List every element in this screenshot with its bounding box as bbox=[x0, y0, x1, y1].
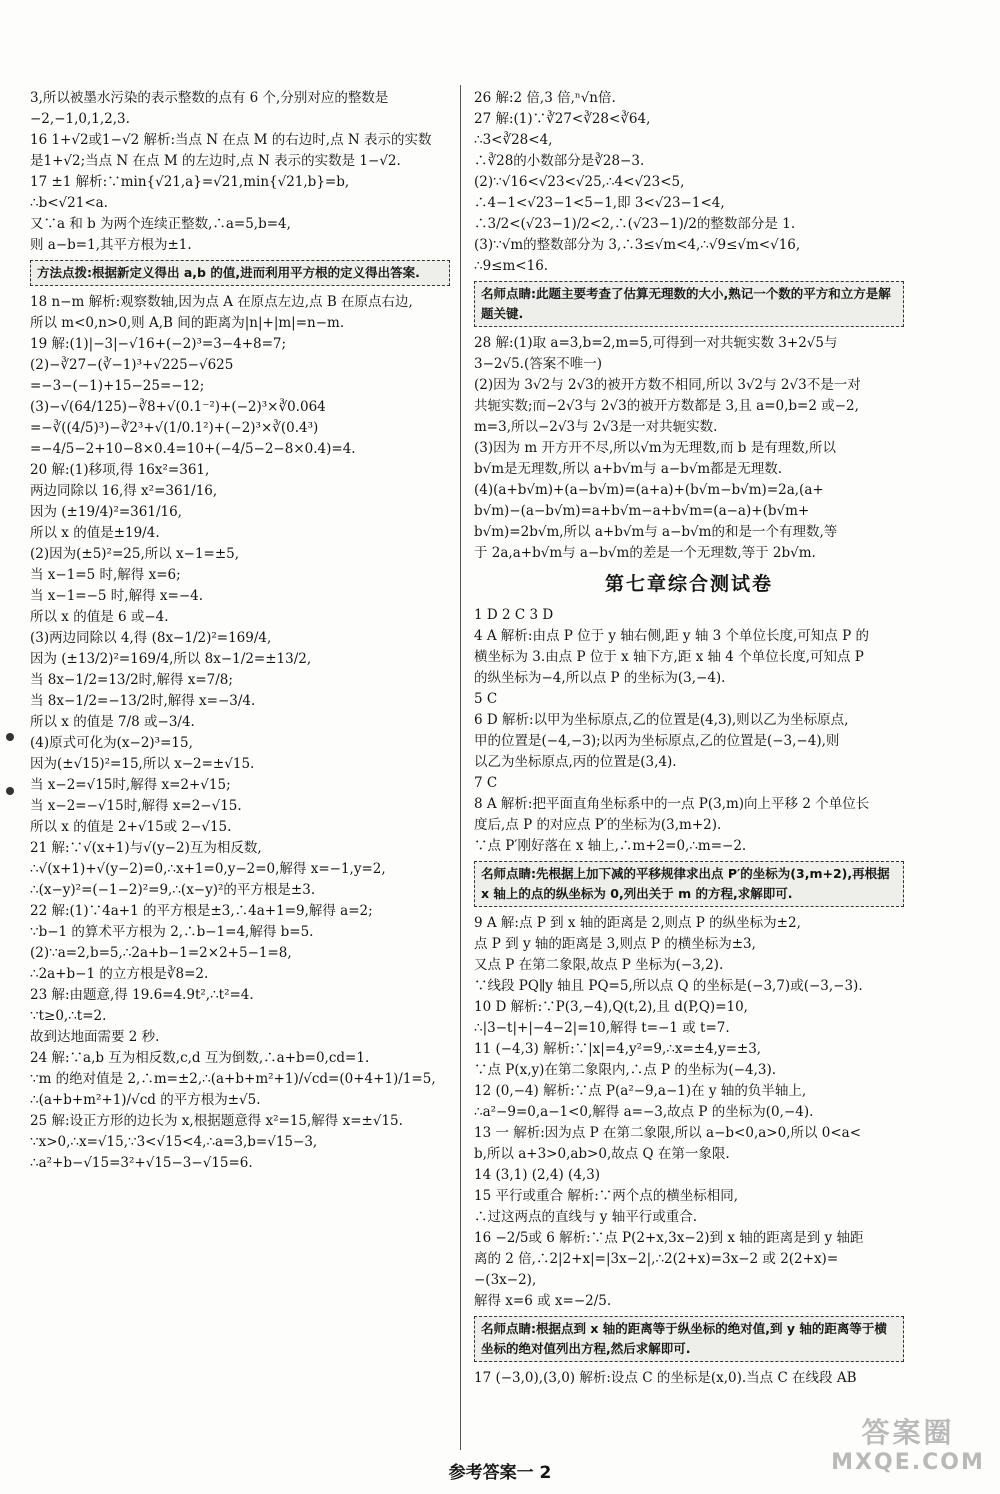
answer-line: 因为 (±13/2)²=169/4,所以 8x−1/2=±13/2, bbox=[30, 651, 312, 667]
answer-line: 度后,点 P 的对应点 P′的坐标为(3,m+2). bbox=[474, 817, 722, 833]
answer-line: 当 x−2=√15时,解得 x=2+√15; bbox=[30, 777, 231, 793]
answer-line: 15 平行或重合 解析:∵两个点的横坐标相同, bbox=[474, 1188, 739, 1204]
left-column bbox=[30, 88, 450, 1174]
tip-box-27 bbox=[474, 281, 904, 327]
answers-26-27 bbox=[474, 88, 904, 277]
answer-line: 12 (0,−4) 解析:∵点 P(a²−9,a−1)在 y 轴的负半轴上, bbox=[474, 1083, 807, 1099]
answer-line: 3−2√5.(答案不唯一) bbox=[474, 356, 603, 372]
answer-line: =−4/5−2+10−8×0.4=10+(−4/5−2−8×0.4)=4. bbox=[30, 441, 356, 457]
answer-line: 7 C bbox=[474, 775, 498, 791]
answer-line: 的纵坐标为−4,所以点 P 的坐标为(3,−4). bbox=[474, 670, 726, 686]
answer-line: 甲的位置是(−4,−3);以丙为坐标原点,乙的位置是(−3,−4),则 bbox=[474, 733, 840, 749]
answer-line: ∴4−1<√23−1<5−1,即 3<√23−1<4, bbox=[474, 195, 725, 211]
answer-line: 所以 m<0,n>0,则 A,B 间的距离为|n|+|m|=n−m. bbox=[30, 315, 345, 331]
site-watermark bbox=[828, 1416, 988, 1486]
answer-line: 16 −2/5或 6 解析:∵点 P(2+x,3x−2)到 x 轴的距离是到 y 轴距 bbox=[474, 1230, 864, 1246]
answer-line: 9 A 解:点 P 到 x 轴的距离是 2,则点 P 的纵坐标为±2, bbox=[474, 915, 801, 931]
answer-line: 16 1+√2或1−√2 解析:当点 N 在点 M 的右边时,点 N 表示的实数 bbox=[30, 132, 432, 148]
answer-line: ∴过这两点的直线与 y 轴平行或重合. bbox=[474, 1209, 698, 1225]
answer-line: 19 解:(1)|−3|−√16+(−2)³=3−4+8=7; bbox=[30, 336, 287, 352]
answer-line: 23 解:由题意,得 19.6=4.9t²,∴t²=4. bbox=[30, 987, 254, 1003]
answer-line: (2)∵√16<√23<√25,∴4<√23<5, bbox=[474, 174, 685, 190]
answer-line: (2)因为(±5)²=25,所以 x−1=±5, bbox=[30, 546, 240, 562]
answer-line: 离的 2 倍,∴2|2+x|=|3x−2|,∴2(2+x)=3x−2 或 2(2+x)= bbox=[474, 1251, 839, 1267]
answer-line: ∴√(x+1)+√(y−2)=0,∴x+1=0,y−2=0,解得 x=−1,y=2, bbox=[30, 861, 386, 877]
answer-line: (3)两边同除以 4,得 (8x−1/2)²=169/4, bbox=[30, 630, 272, 646]
answer-line: (3)−√(64/125)−∛8+√(0.1⁻²)+(−2)³×∛0.064 bbox=[30, 399, 326, 415]
answer-line: ∵线段 PQ∥y 轴且 PQ=5,所以点 Q 的坐标是(−3,7)或(−3,−3). bbox=[474, 978, 863, 994]
tip-text: 名师点睛:根据点到 x 轴的距离等于纵坐标的绝对值,到 y 轴的距离等于横坐标的绝对值列出方程,然后求解即可. bbox=[481, 1321, 887, 1356]
answer-line: ∵点 P(x,y)在第二象限内,∴点 P 的坐标为(−4,3). bbox=[474, 1062, 777, 1078]
answer-line: 1 D 2 C 3 D bbox=[474, 607, 554, 623]
answer-line: −(3x−2), bbox=[474, 1272, 537, 1288]
watermark-logo-icon: 答案圈 bbox=[861, 1416, 955, 1449]
watermark-text: MXQE.COM bbox=[831, 1450, 985, 1475]
tip-text: 名师点睛:此题主要考查了估算无理数的大小,熟记一个数的平方和立方是解题关键. bbox=[481, 286, 891, 321]
answer-line: =−3−(−1)+15−25=−12; bbox=[30, 378, 205, 394]
answer-line: 所以 x 的值是±19/4. bbox=[30, 525, 160, 541]
chapter7-answers-1-8 bbox=[474, 605, 904, 857]
answer-line: ∴a²−9=0,a−1<0,解得 a=−3,故点 P 的坐标为(0,−4). bbox=[474, 1104, 814, 1120]
answer-line: 17 (−3,0),(3,0) 解析:设点 C 的坐标是(x,0).当点 C 在线段 AB bbox=[474, 1370, 857, 1386]
answer-line: 则 a−b=1,其平方根为±1. bbox=[30, 237, 192, 253]
answer-line: −2,−1,0,1,2,3. bbox=[30, 111, 130, 127]
ink-smudge bbox=[6, 733, 14, 741]
answer-line: ∴3/2<(√23−1)/2<2,∴(√23−1)/2的整数部分是 1. bbox=[474, 216, 796, 232]
answer-line: 11 (−4,3) 解析:∵|x|=4,y²=9,∴x=±4,y=±3, bbox=[474, 1041, 762, 1057]
answer-line: b√m)=2b√m,所以 a+b√m与 a−b√m的和是一个有理数,等 bbox=[474, 524, 838, 540]
answer-line: 两边同除以 16,得 x²=361/16, bbox=[30, 483, 218, 499]
answer-line: 共轭实数;而−2√3与 2√3的被开方数都是 3,且 a=0,b=2 或−2, bbox=[474, 398, 859, 414]
answer-28 bbox=[474, 333, 904, 564]
answer-line: ∴|3−t|+|−4−2|=10,解得 t=−1 或 t=7. bbox=[474, 1020, 730, 1036]
answer-line: ∴a²+b−√15=3²+√15−3−√15=6. bbox=[30, 1155, 253, 1171]
answer-line: 8 A 解析:把平面直角坐标系中的一点 P(3,m)向上平移 2 个单位长 bbox=[474, 796, 870, 812]
answer-line: 21 解:∵√(x+1)与√(y−2)互为相反数, bbox=[30, 840, 262, 856]
answer-line: 当 x−1=5 时,解得 x=6; bbox=[30, 567, 181, 583]
answer-line: 14 (3,1) (2,4) (4,3) bbox=[474, 1167, 601, 1183]
answer-line: 17 ±1 解析:∵min{√21,a}=√21,min{√21,b}=b, bbox=[30, 174, 350, 190]
answer-line: (4)(a+b√m)+(a−b√m)=(a+a)+(b√m−b√m)=2a,(a+ bbox=[474, 482, 824, 498]
answer-line: b√m是无理数,所以 a+b√m与 a−b√m都是无理数. bbox=[474, 461, 783, 477]
answer-line: (2)因为 3√2与 2√3的被开方数不相同,所以 3√2与 2√3不是一对 bbox=[474, 377, 861, 393]
answer-line: 10 D 解析:∵P(3,−4),Q(t,2),且 d(P,Q)=10, bbox=[474, 999, 748, 1015]
answer-line: ∴2a+b−1 的立方根是∛8=2. bbox=[30, 966, 209, 982]
answer-line: ∴3<∛28<4, bbox=[474, 132, 553, 148]
answer-line: 6 D 解析:以甲为坐标原点,乙的位置是(4,3),则以乙为坐标原点, bbox=[474, 712, 849, 728]
answer-line: ∵点 P′刚好落在 x 轴上,∴m+2=0,∴m=−2. bbox=[474, 838, 747, 854]
ink-smudge bbox=[6, 787, 14, 795]
tip-box-17 bbox=[30, 260, 450, 286]
answer-line: 点 P 到 y 轴的距离是 3,则点 P 的横坐标为±3, bbox=[474, 936, 756, 952]
answer-line: 13 一 解析:因为点 P 在第二象限,所以 a−b<0,a>0,所以 0<a< bbox=[474, 1125, 862, 1141]
answer-line: b√m)−(a−b√m)=a+b√m−a+b√m=(a−a)+(b√m+ bbox=[474, 503, 810, 519]
answer-line: ∴b<√21<a. bbox=[30, 195, 108, 211]
answer-line: 解得 x=6 或 x=−2/5. bbox=[474, 1293, 612, 1309]
answer-line: 是1+√2;当点 N 在点 M 的左边时,点 N 表示的实数是 1−√2. bbox=[30, 153, 401, 169]
answer-line: m=3,所以−2√3与 2√3是一对共轭实数. bbox=[474, 419, 718, 435]
answer-line: 26 解:2 倍,3 倍,ⁿ√n倍. bbox=[474, 90, 616, 106]
answer-line: 5 C bbox=[474, 691, 498, 707]
column-divider bbox=[460, 85, 461, 1450]
tip-box-16 bbox=[474, 1316, 904, 1362]
answer-line: ∵x>0,∴x=√15,∵3<√15<4,∴a=3,b=√15−3, bbox=[30, 1134, 318, 1150]
answer-line: 25 解:设正方形的边长为 x,根据题意得 x²=15,解得 x=±√15. bbox=[30, 1113, 403, 1129]
chapter7-answers-9-16 bbox=[474, 913, 904, 1312]
page-footer: 参考答案一 2 bbox=[448, 1463, 552, 1483]
answer-line: 横坐标为 3.由点 P 位于 x 轴下方,距 x 轴 4 个单位长度,可知点 P bbox=[474, 649, 864, 665]
answer-line: 22 解:(1)∵4a+1 的平方根是±3,∴4a+1=9,解得 a=2; bbox=[30, 903, 373, 919]
answer-line: 24 解:∵a,b 互为相反数,c,d 互为倒数,∴a+b=0,cd=1. bbox=[30, 1050, 370, 1066]
answer-line: 因为 (±19/4)²=361/16, bbox=[30, 504, 182, 520]
answer-line: =−∛((4/5)³)−∛2³+√(1/0.1²)+(−2)³×∛(0.4³) bbox=[30, 420, 319, 436]
answer-line: b,所以 a+3>0,ab>0,故点 Q 在第一象限. bbox=[474, 1146, 730, 1162]
tip-text: 方法点拨:根据新定义得出 a,b 的值,进而利用平方根的定义得出答案. bbox=[37, 265, 420, 280]
answer-line: 当 x−2=−√15时,解得 x=2−√15. bbox=[30, 798, 242, 814]
answer-line: 27 解:(1)∵∛27<∛28<∛64, bbox=[474, 111, 651, 127]
answer-line: 20 解:(1)移项,得 16x²=361, bbox=[30, 462, 210, 478]
answer-line: 当 x−1=−5 时,解得 x=−4. bbox=[30, 588, 204, 604]
chapter7-answer-17 bbox=[474, 1368, 904, 1389]
answer-line: (4)原式可化为(x−2)³=15, bbox=[30, 735, 193, 751]
answer-line: 当 8x−1/2=13/2时,解得 x=7/8; bbox=[30, 672, 233, 688]
tip-text: 名师点睛:先根据上加下减的平移规律求出点 P′的坐标为(3,m+2),再根据 x 轴上的点的纵坐标为 0,列出关于 m 的方程,求解即可. bbox=[481, 866, 890, 901]
answer-line: 故到达地面需要 2 秒. bbox=[30, 1029, 160, 1045]
answer-line: ∵t≥0,∴t=2. bbox=[30, 1008, 107, 1024]
section-title: 第七章综合测试卷 bbox=[604, 573, 773, 595]
answer-line: 又点 P 在第二象限,故点 P 坐标为(−3,2). bbox=[474, 957, 724, 973]
answer-line: 18 n−m 解析:观察数轴,因为点 A 在原点左边,点 B 在原点右边, bbox=[30, 294, 413, 310]
answer-line: 当 8x−1/2=−13/2时,解得 x=−3/4. bbox=[30, 693, 256, 709]
answer-line: ∵b−1 的算术平方根为 2,∴b−1=4,解得 b=5. bbox=[30, 924, 314, 940]
answer-line: (3)∵√m的整数部分为 3,∴3≤√m<4,∴√9≤√m<√16, bbox=[474, 237, 801, 253]
answer-line: 4 A 解析:由点 P 位于 y 轴右侧,距 y 轴 3 个单位长度,可知点 P 的 bbox=[474, 628, 869, 644]
answer-line: 因为(±√15)²=15,所以 x−2=±√15. bbox=[30, 756, 255, 772]
answer-line: 28 解:(1)取 a=3,b=2,m=5,可得到一对共轭实数 3+2√5与 bbox=[474, 335, 838, 351]
answer-line: 3,所以被墨水污染的表示整数的点有 6 个,分别对应的整数是 bbox=[30, 90, 389, 106]
answer-line: ∴9≤m<16. bbox=[474, 258, 549, 274]
answer-line: (3)因为 m 开方开不尽,所以√m为无理数,而 b 是有理数,所以 bbox=[474, 440, 837, 456]
answer-line: 所以 x 的值是 2+√15或 2−√15. bbox=[30, 819, 232, 835]
answer-line: ∴∛28的小数部分是∛28−3. bbox=[474, 153, 645, 169]
answer-line: 以乙为坐标原点,丙的位置是(3,4). bbox=[474, 754, 677, 770]
answer-line: (2)∵a=2,b=5,∴2a+b−1=2×2+5−1=8, bbox=[30, 945, 292, 961]
answer-line: ∴(a+b+m²+1)/√cd 的平方根为±√5. bbox=[30, 1092, 261, 1108]
answer-line: 所以 x 的值是 6 或−4. bbox=[30, 609, 169, 625]
tip-box-8 bbox=[474, 861, 904, 907]
answer-line: (2)−∛27−(∛−1)³+√225−√625 bbox=[30, 357, 234, 373]
answer-line: 又∵a 和 b 为两个连续正整数,∴a=5,b=4, bbox=[30, 216, 291, 232]
answer-line: ∴(x−y)²=(−1−2)²=9,∴(x−y)²的平方根是±3. bbox=[30, 882, 316, 898]
answer-line: 所以 x 的值是 7/8 或−3/4. bbox=[30, 714, 195, 730]
answer-line: ∵m 的绝对值是 2,∴m=±2,∴(a+b+m²+1)/√cd=(0+4+1)/1=5, bbox=[30, 1071, 436, 1087]
right-column bbox=[474, 88, 904, 1389]
answer-line: 于 2a,a+b√m与 a−b√m的差是一个无理数,等于 2b√m. bbox=[474, 545, 816, 561]
